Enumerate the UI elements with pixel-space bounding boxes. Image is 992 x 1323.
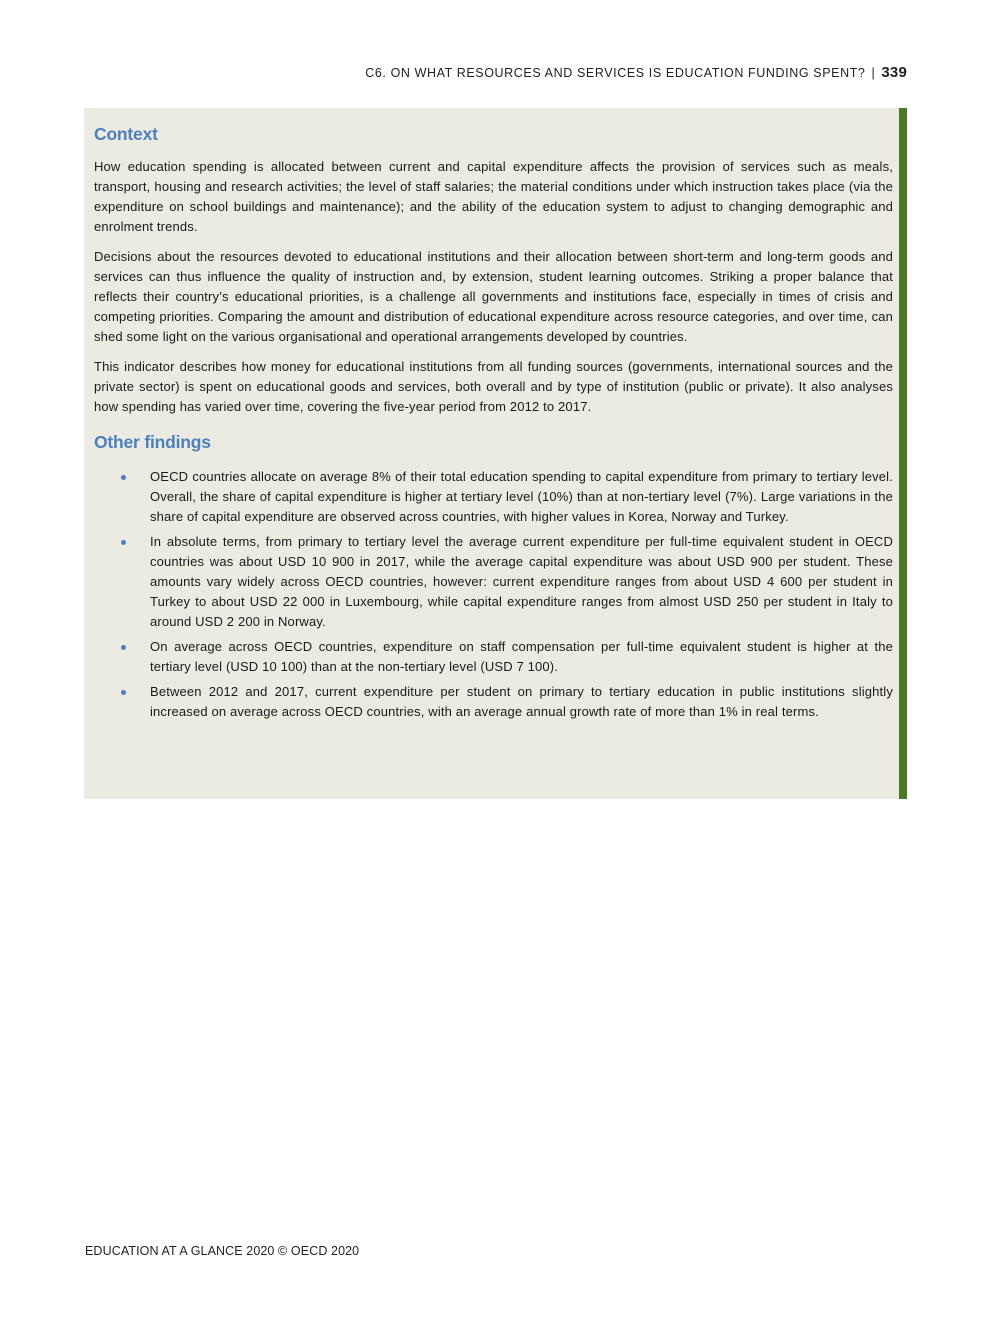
page-number: 339 <box>881 64 907 81</box>
context-heading: Context <box>94 124 158 144</box>
page-footer: EDUCATION AT A GLANCE 2020 © OECD 2020 <box>85 1244 360 1258</box>
finding-item <box>94 532 893 632</box>
finding-text: OECD countries allocate on average 8% of their total education spending to capital expenditure from primary to tertiary level. Overall, the share of capital expenditure is higher at tertiary level (10%) than at non-tertiary level (7%). Large variations in the share of capital expenditure are observed across countries, with higher values in Korea, Norway and Turkey. <box>150 469 893 524</box>
finding-text: On average across OECD countries, expenditure on staff compensation per full-time equivalent student is higher at the tertiary level (USD 10 100) than at the non-tertiary level (USD 7 100). <box>150 639 893 674</box>
finding-item <box>94 467 893 527</box>
finding-item <box>94 637 893 677</box>
summary-box <box>84 108 907 799</box>
bullet-icon <box>121 540 126 545</box>
context-paragraph: How education spending is allocated between current and capital expenditure affects the provision of services such as meals, transport, housing and research activities; the level of staff salaries; the material conditions under which instruction takes place (via the expenditure on school buildings and maintenance); and the ability of the education system to adjust to changing demographic and enrolment trends. <box>94 159 893 234</box>
context-paragraph: Decisions about the resources devoted to educational institutions and their allocation between short-term and long-term goods and services can thus influence the quality of instruction and, by extension, student learning outcomes. Striking a proper balance that reflects their country’s educational priorities, is a challenge all governments and institutions face, especially in times of crisis and competing priorities. Comparing the amount and distribution of educational expenditure across resource categories, and over time, can shed some light on the various organisational and operational arrangements developed by countries. <box>94 249 893 344</box>
bullet-icon <box>121 690 126 695</box>
findings-list <box>94 467 893 722</box>
finding-text: Between 2012 and 2017, current expenditure per student on primary to tertiary education in public institutions slightly increased on average across OECD countries, with an average annual growth rate of more than 1% in real terms. <box>150 684 893 719</box>
header-separator: | <box>871 66 876 80</box>
context-paragraph: This indicator describes how money for educational institutions from all funding sources (governments, international sources and the private sector) is spent on educational goods and services, both overall and by type of institution (public or private). It also analyses how spending has varied over time, covering the five-year period from 2012 to 2017. <box>94 359 893 414</box>
finding-item <box>94 682 893 722</box>
bullet-icon <box>121 475 126 480</box>
bullet-icon <box>121 645 126 650</box>
finding-text: In absolute terms, from primary to tertiary level the average current expenditure per full-time equivalent student in OECD countries was about USD 10 900 in 2017, while the average capital expenditure was about USD 900 per student. These amounts vary widely across OECD countries, however: current expenditure ranges from about USD 4 600 per student in Turkey to about USD 22 000 in Luxembourg, while capital expenditure ranges from almost USD 250 per student in Italy to around USD 2 200 in Norway. <box>150 534 893 629</box>
running-title: C6. ON WHAT RESOURCES AND SERVICES IS EDUCATION FUNDING SPENT? <box>365 66 866 80</box>
running-header <box>365 64 907 81</box>
findings-heading: Other findings <box>94 432 211 452</box>
